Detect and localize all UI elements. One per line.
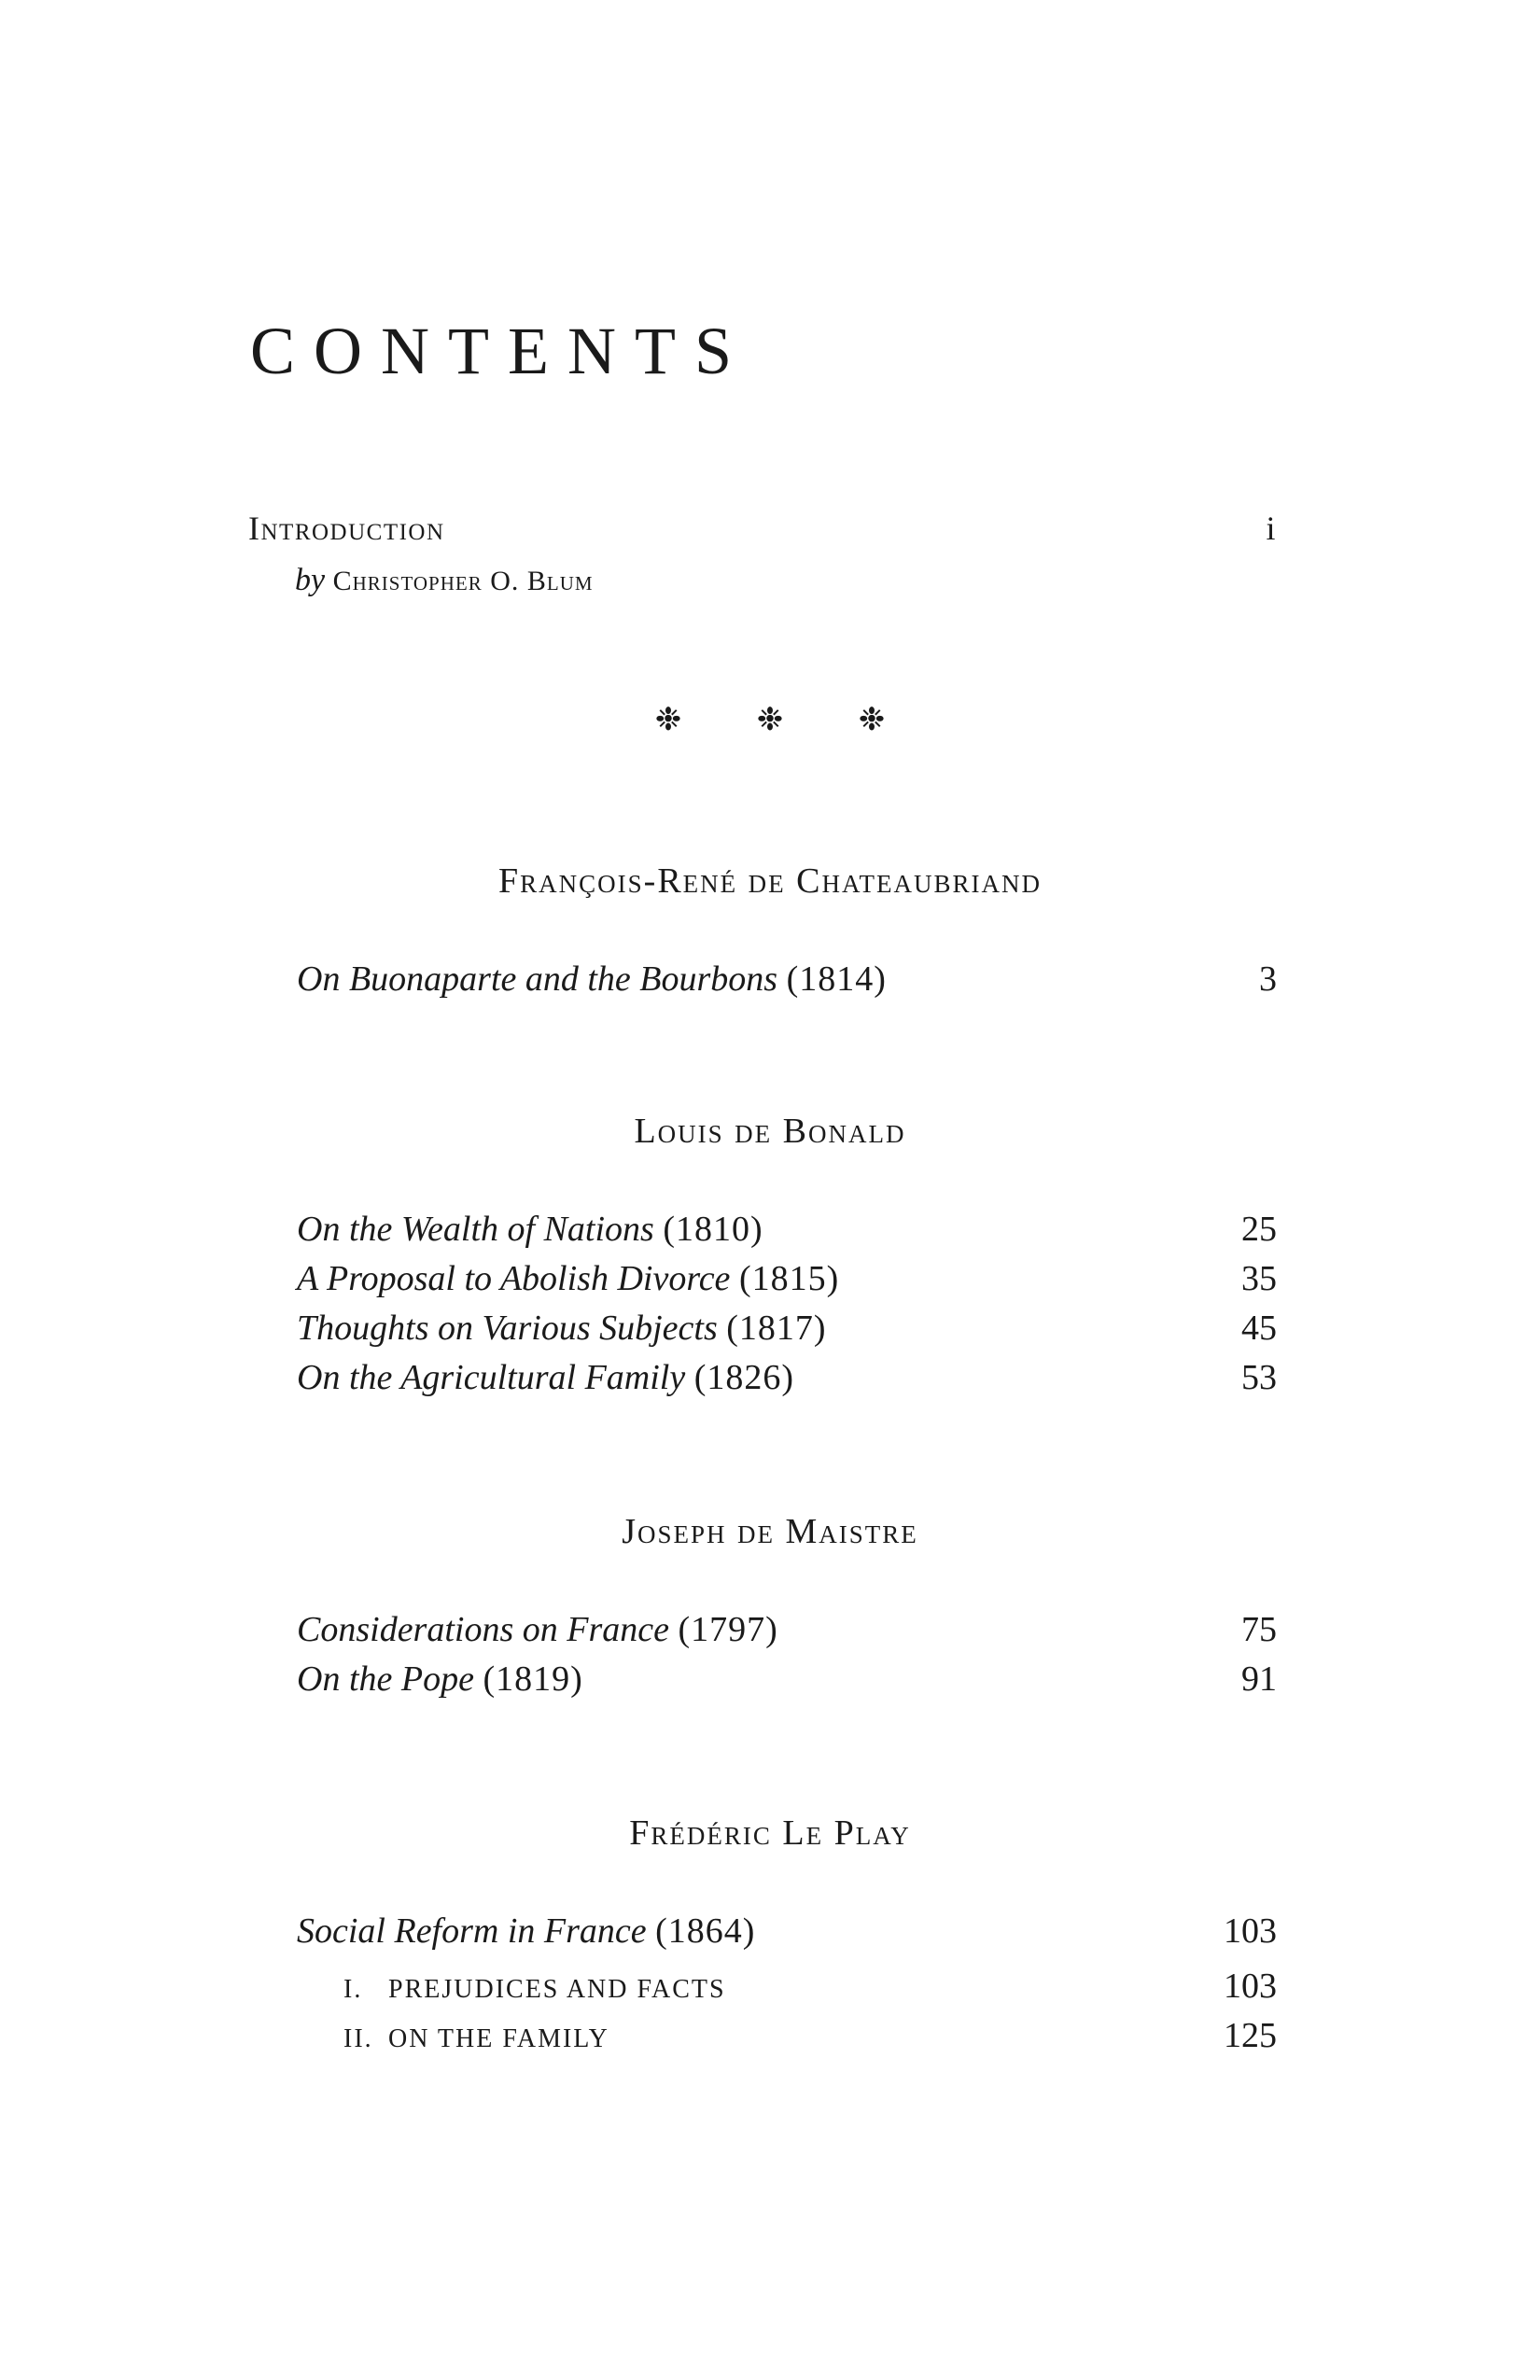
entry-year: (1810): [663, 1210, 763, 1249]
subentry-number: I.: [343, 1975, 363, 2004]
page-number: 91: [1241, 1659, 1277, 1699]
page-number: 45: [1241, 1309, 1277, 1348]
page-number: i: [1266, 510, 1277, 547]
entry-title: On the Pope: [297, 1659, 474, 1699]
entry-title: On Buonaparte and the Bourbons: [297, 959, 778, 999]
entry-title: On the Agricultural Family: [297, 1358, 686, 1397]
entry-year: (1864): [655, 1911, 756, 1951]
page-number: 103: [1224, 1967, 1277, 2006]
introduction-author: Christopher O. Blum: [332, 566, 594, 596]
page-number: 25: [1241, 1210, 1277, 1249]
toc-entry[interactable]: [297, 1211, 1277, 1247]
page-number: 3: [1259, 959, 1277, 999]
entry-year: (1817): [726, 1309, 827, 1348]
toc-entry[interactable]: [297, 961, 1277, 997]
entry-title: Social Reform in France: [297, 1911, 647, 1951]
introduction-byline: [295, 565, 594, 596]
entry-title: Thoughts on Various Subjects: [297, 1309, 718, 1348]
page-number: 103: [1224, 1911, 1277, 1951]
toc-entry[interactable]: [297, 1310, 1277, 1346]
toc-entry[interactable]: [297, 1612, 1277, 1647]
toc-entry[interactable]: [297, 1913, 1277, 1949]
toc-entry[interactable]: [297, 1261, 1277, 1296]
subentry-number: II.: [343, 2024, 373, 2053]
section-author-le-play: Frédéric Le Play: [629, 1813, 911, 1853]
section-author-chateaubriand: François-René de Chateaubriand: [498, 861, 1042, 901]
toc-subentry[interactable]: [343, 2018, 1277, 2053]
entry-title: On the Wealth of Nations: [297, 1210, 654, 1249]
entry-title: Considerations on France: [297, 1610, 669, 1649]
byline-by: by: [295, 563, 326, 597]
page-title: CONTENTS: [250, 314, 750, 388]
toc-entry[interactable]: [297, 1360, 1277, 1395]
entry-year: (1826): [693, 1358, 795, 1397]
toc-entry[interactable]: [297, 1661, 1277, 1697]
page-number: 35: [1241, 1259, 1277, 1298]
entry-year: (1819): [483, 1659, 583, 1699]
subentry-title: PREJUDICES AND FACTS: [388, 1975, 726, 2004]
page-number: 53: [1241, 1358, 1277, 1397]
subentry-title: ON THE FAMILY: [388, 2024, 609, 2053]
toc-entry-introduction[interactable]: [248, 511, 1277, 545]
entry-year: (1815): [738, 1259, 840, 1298]
toc-subentry[interactable]: [343, 1968, 1277, 2004]
entry-year: (1797): [678, 1610, 778, 1649]
entry-year: (1814): [786, 959, 887, 999]
page-number: 125: [1224, 2016, 1277, 2055]
section-ornament: ❉ ❉ ❉: [654, 703, 919, 737]
introduction-label: Introduction: [248, 510, 445, 547]
section-author-maistre: Joseph de Maistre: [622, 1512, 918, 1551]
entry-title: A Proposal to Abolish Divorce: [297, 1259, 731, 1298]
page-number: 75: [1241, 1610, 1277, 1649]
section-author-bonald: Louis de Bonald: [634, 1112, 906, 1151]
